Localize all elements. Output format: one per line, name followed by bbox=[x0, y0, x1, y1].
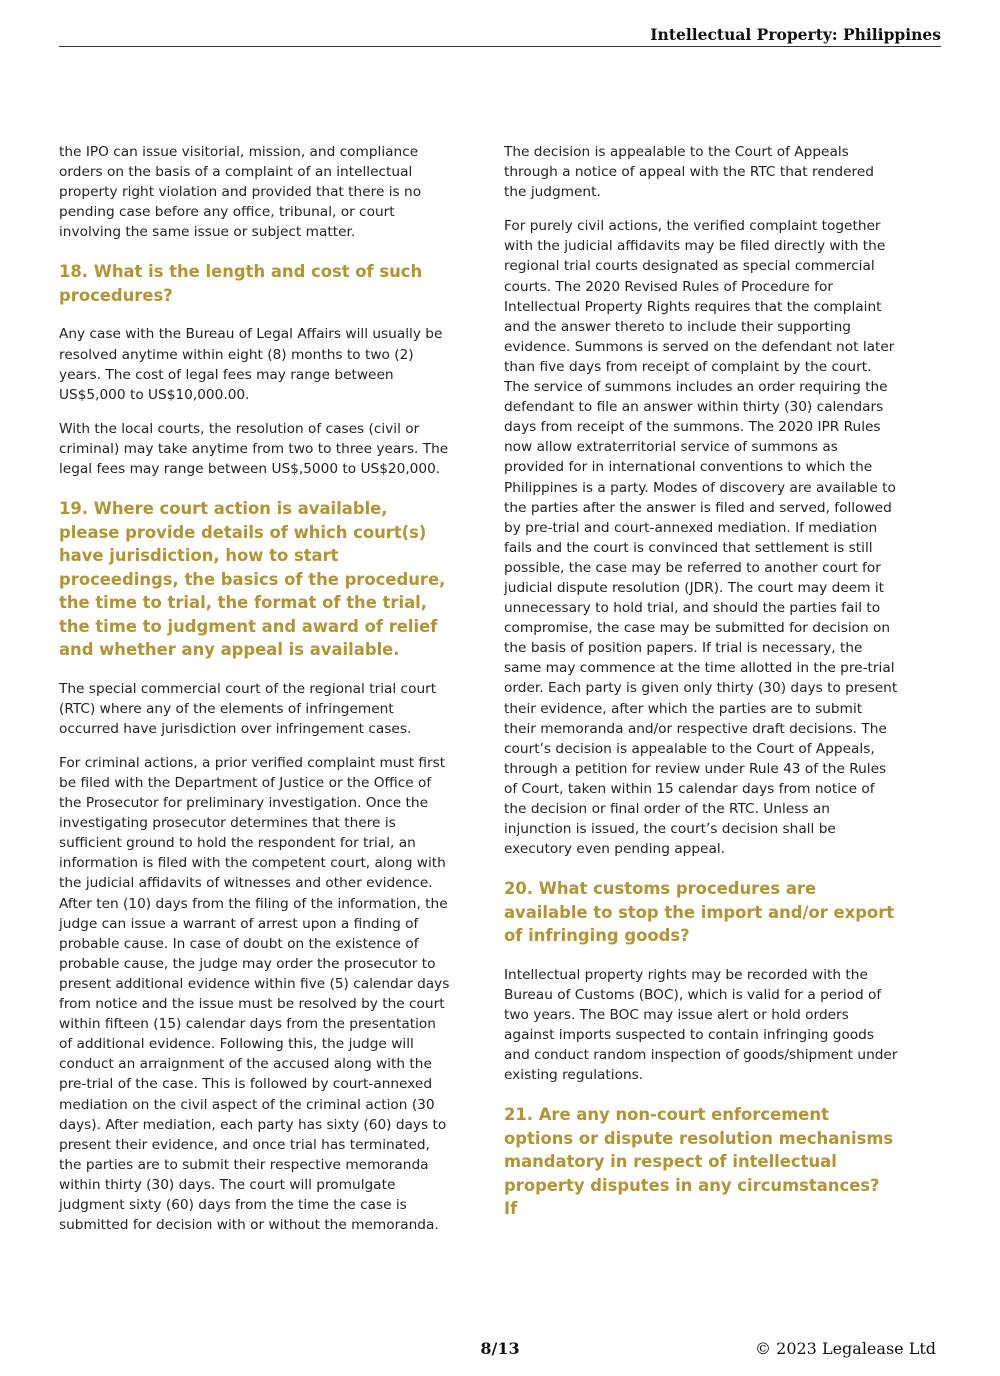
page-number: 8/13 bbox=[480, 1339, 520, 1358]
running-header bbox=[59, 25, 941, 47]
paragraph-bla-duration: Any case with the Bureau of Legal Affairs will usually be resolved anytime within eight (8) months to two (2) years. The cost of legal fees may range between US$5,000 to US$10,000.00. bbox=[59, 326, 443, 403]
running-header-title: Intellectual Property: Philippines bbox=[650, 25, 941, 44]
question-19-heading: 19. Where court action is available, please provide details of which court(s) have jurisdiction, how to start proceedings, the basics of the procedure, the time to trial, the format of the trial, the time to judgment and award of relief and whether any appeal is available. bbox=[59, 499, 446, 660]
paragraph-customs-procedures: Intellectual property rights may be recorded with the Bureau of Customs (BOC), which is valid for a period of two years. The BOC may issue alert or hold orders against imports suspected to contain infringing goods and conduct random inspection of goods/shipment under existing regulations. bbox=[504, 966, 898, 1084]
question-21-heading: 21. Are any non-court enforcement options or dispute resolution mechanisms mandatory in respect of intellectual property disputes in any circumstances? If bbox=[504, 1105, 894, 1219]
question-20-heading: 20. What customs procedures are available to stop the import and/or export of infringing goods? bbox=[504, 879, 895, 946]
question-18-heading: 18. What is the length and cost of such procedures? bbox=[59, 262, 423, 305]
paragraph-local-courts-duration: With the local courts, the resolution of cases (civil or criminal) may take anytime from two to three years. The legal fees may range between US$,5000 to US$20,000. bbox=[59, 420, 449, 478]
left-column bbox=[59, 142, 451, 1249]
paragraph-ipo-orders: the IPO can issue visitorial, mission, and compliance orders on the basis of a complaint of an intellectual property right violation and provided that there is no pending case before any office, tribunal, or court involving the same issue or subject matter. bbox=[59, 144, 422, 241]
paragraph-appeal: The decision is appealable to the Court of Appeals through a notice of appeal with the RTC that rendered the judgment. bbox=[504, 144, 874, 201]
right-column bbox=[504, 142, 898, 1238]
paragraph-criminal-actions: For criminal actions, a prior verified complaint must first be filed with the Department of Justice or the Office of the Prosecutor for preliminary investigation. Once the investigating prosecutor determines that there is sufficient ground to hold the respondent for trial, an information is filed with the competent court, along with the judicial affidavits of witnesses and other evidence. After ten (10) days from the filing of the information, the judge can issue a warrant of arrest upon a finding of probable cause. In case of doubt on the existence of probable cause, the judge may order the prosecutor to present additional evidence within five (5) calendar days from notice and the issue must be resolved by the court within fifteen (15) calendar days from the presentation of additional evidence. Following this, the judge will conduct an arraignment of the accused along with the pre-trial of the case. This is followed by court-annexed mediation on the civil aspect of the criminal action (30 days). After mediation, each party has sixty (60) days to present their evidence, and once trial has terminated, the parties are to submit their respective memoranda within thirty (30) days. The court will promulgate judgment sixty (60) days from the time the case is submitted for decision with or without the memoranda. bbox=[59, 754, 450, 1234]
paragraph-civil-actions: For purely civil actions, the verified complaint together with the judicial affidavits may be filed directly with the regional trial courts designated as special commercial courts. The 2020 Revised Rules of Procedure for Intellectual Property Rights requires that the complaint and the answer thereto to include their supporting evidence. Summons is served on the defendant not later than five days from receipt of complaint by the court. The service of summons includes an order requiring the defendant to file an answer within thirty (30) calendars days from receipt of the summons. The 2020 IPR Rules now allow extraterritorial service of summons as provided for in international conventions to which the Philippines is a party. Modes of discovery are available to the parties after the answer is filed and served, followed by pre-trial and court-annexed mediation. If mediation fails and the court is convinced that settlement is still possible, the case may be referred to another court for judicial dispute resolution (JDR). The court may deem it unnecessary to hold trial, and should the parties fail to compromise, the case may be submitted for decision on the basis of position papers. If trial is necessary, the same may commence at the time allotted in the pre-trial order. Each party is given only thirty (30) days to present their evidence, after which the parties are to submit their memoranda and/or respective draft decisions. The court’s decision is appealable to the Court of Appeals, through a petition for review under Rule 43 of the Rules of Court, taken within 15 calendar days from notice of the decision or final order of the RTC. Unless an injunction is issued, the court’s decision shall be executory even pending appeal. bbox=[504, 218, 898, 858]
copyright-notice: © 2023 Legalease Ltd bbox=[755, 1339, 936, 1358]
paragraph-special-commercial-court: The special commercial court of the regional trial court (RTC) where any of the elements of infringement occurred have jurisdiction over infringement cases. bbox=[59, 680, 437, 737]
